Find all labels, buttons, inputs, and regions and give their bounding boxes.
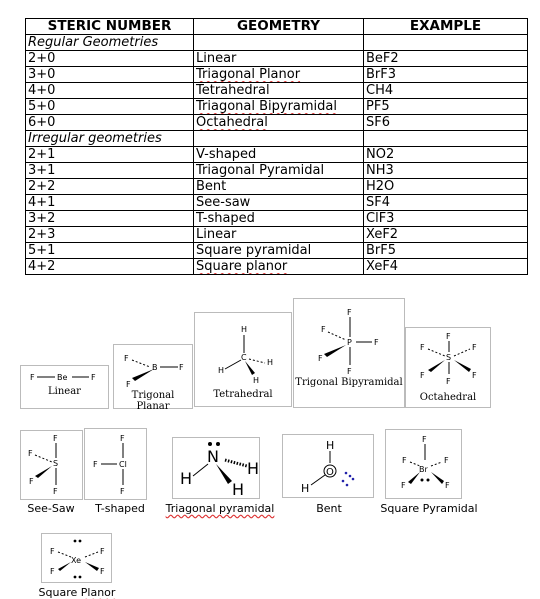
atom-label: N bbox=[207, 447, 219, 466]
octahedral-diagram bbox=[405, 327, 491, 408]
cell-geometry: Bent bbox=[194, 179, 364, 195]
atom-label: F bbox=[29, 477, 34, 486]
table-row bbox=[26, 163, 528, 179]
triagonal-pyramidal-diagram bbox=[172, 437, 260, 499]
atom-label: F bbox=[347, 367, 352, 376]
section-row-regular bbox=[26, 35, 528, 51]
cell-example: SF4 bbox=[364, 195, 528, 211]
cell-geometry: Linear bbox=[194, 227, 364, 243]
atom-label: F bbox=[318, 354, 323, 363]
atom-label: F bbox=[124, 354, 129, 363]
cell-example: SF6 bbox=[364, 115, 528, 131]
atom-label: O bbox=[326, 467, 334, 478]
atom-label: S bbox=[446, 353, 452, 362]
t-shaped-diagram bbox=[84, 428, 147, 500]
atom-label: H bbox=[247, 459, 260, 478]
atom-label: F bbox=[422, 435, 427, 444]
atom-label: F bbox=[53, 487, 58, 496]
cell-example: BrF5 bbox=[364, 243, 528, 259]
cell-steric-number: 3+2 bbox=[26, 211, 194, 227]
diagram-caption: Trigonal Planar bbox=[131, 390, 175, 412]
atom-label: F bbox=[126, 380, 131, 389]
atom-label: P bbox=[347, 338, 352, 347]
diagram-caption: T-shaped bbox=[95, 502, 145, 515]
atom-label: H bbox=[267, 358, 274, 367]
atom-label: H bbox=[301, 482, 310, 495]
cell-example: ClF3 bbox=[364, 211, 528, 227]
table-row bbox=[26, 195, 528, 211]
table-row bbox=[26, 211, 528, 227]
atom-label: H bbox=[253, 376, 260, 385]
cell-steric-number: 6+0 bbox=[26, 115, 194, 131]
cell-geometry: V-shaped bbox=[194, 147, 364, 163]
section-label-regular: Regular Geometries bbox=[26, 35, 194, 51]
linear-diagram bbox=[20, 365, 109, 409]
cell-steric-number: 4+1 bbox=[26, 195, 194, 211]
cell-geometry: Tetrahedral bbox=[194, 83, 364, 99]
caption-text: Triagonal pyramidal bbox=[165, 502, 275, 515]
cell-steric-number: 3+1 bbox=[26, 163, 194, 179]
caption-text: Planor bbox=[80, 586, 116, 599]
atom-label: F bbox=[445, 481, 450, 490]
atom-label: F bbox=[28, 449, 33, 458]
diagram-caption: Square Planor bbox=[38, 586, 116, 599]
table-row bbox=[26, 243, 528, 259]
cell-steric-number: 5+1 bbox=[26, 243, 194, 259]
cell-steric-number: 4+2 bbox=[26, 259, 194, 275]
cell-steric-number: 2+2 bbox=[26, 179, 194, 195]
table-row bbox=[26, 227, 528, 243]
atom-label: H bbox=[180, 469, 193, 488]
header-steric-number: STERIC NUMBER bbox=[26, 19, 194, 35]
diagram-caption: Tetrahedral bbox=[213, 389, 273, 400]
atom-label: F bbox=[446, 377, 451, 386]
atom-label: H bbox=[218, 366, 225, 375]
cell-geometry: See-saw bbox=[194, 195, 364, 211]
diagram-caption: See-Saw bbox=[27, 502, 75, 515]
atom-label: F bbox=[472, 343, 477, 352]
atom-label: F bbox=[402, 456, 407, 465]
cell-example: NH3 bbox=[364, 163, 528, 179]
cell-geometry bbox=[194, 67, 364, 83]
atom-label: F bbox=[347, 308, 352, 317]
trigonal-planar-diagram bbox=[113, 344, 193, 412]
table-row bbox=[26, 67, 528, 83]
atom-label: F bbox=[444, 456, 449, 465]
geometry-text: Triagonal Planor bbox=[196, 67, 301, 82]
cell-example: BrF3 bbox=[364, 67, 528, 83]
table-row bbox=[26, 51, 528, 67]
atom-label: F bbox=[321, 325, 326, 334]
cell-geometry bbox=[194, 259, 364, 275]
atom-label: H bbox=[241, 325, 248, 334]
table-row bbox=[26, 99, 528, 115]
cell-geometry bbox=[194, 115, 364, 131]
atom-label: H bbox=[326, 439, 335, 452]
square-planor-molecule-icon bbox=[42, 534, 113, 584]
cell-steric-number: 2+0 bbox=[26, 51, 194, 67]
section-row-irregular bbox=[26, 131, 528, 147]
cell-geometry bbox=[194, 99, 364, 115]
cell-example: XeF2 bbox=[364, 227, 528, 243]
atom-label: C bbox=[241, 353, 247, 362]
cell-geometry: Square pyramidal bbox=[194, 243, 364, 259]
table-header-row bbox=[26, 19, 528, 35]
geometry-text: Square planor bbox=[196, 259, 288, 274]
cell-example: XeF4 bbox=[364, 259, 528, 275]
atom-label: B bbox=[152, 363, 158, 372]
cell-example: PF5 bbox=[364, 99, 528, 115]
diagram-caption bbox=[160, 502, 280, 515]
triagonal-pyramidal-molecule-icon bbox=[173, 438, 261, 500]
atom-label: F bbox=[50, 547, 55, 556]
bent-diagram bbox=[282, 434, 374, 498]
atom-label: F bbox=[91, 373, 96, 382]
atom-label: Xe bbox=[71, 556, 82, 565]
cell-example: H2O bbox=[364, 179, 528, 195]
diagram-caption: Trigonal Bipyramidal bbox=[295, 377, 403, 388]
atom-label: F bbox=[50, 567, 55, 576]
cell-geometry: Triagonal Pyramidal bbox=[194, 163, 364, 179]
see-saw-diagram bbox=[20, 430, 83, 500]
diagram-caption: Bent bbox=[316, 502, 342, 515]
table-row bbox=[26, 179, 528, 195]
atom-label: F bbox=[179, 363, 184, 372]
atom-label: F bbox=[100, 567, 105, 576]
atom-label: F bbox=[53, 434, 58, 443]
diagram-caption: Octahedral bbox=[419, 392, 477, 403]
table-row bbox=[26, 259, 528, 275]
diagram-caption: Square Pyramidal bbox=[380, 502, 478, 515]
diagram-caption: Linear bbox=[48, 386, 81, 397]
atom-label: F bbox=[420, 371, 425, 380]
bent-molecule-icon bbox=[283, 435, 375, 499]
cell-example: BeF2 bbox=[364, 51, 528, 67]
see-saw-molecule-icon bbox=[21, 431, 84, 501]
atom-label: Br bbox=[419, 465, 428, 474]
atom-label: F bbox=[374, 338, 379, 347]
cell-example: CH4 bbox=[364, 83, 528, 99]
table-row bbox=[26, 147, 528, 163]
atom-label: F bbox=[100, 547, 105, 556]
atom-label: H bbox=[232, 480, 245, 499]
header-example: EXAMPLE bbox=[364, 19, 528, 35]
atom-label: F bbox=[472, 371, 477, 380]
square-planor-diagram bbox=[41, 533, 112, 583]
atom-label: Cl bbox=[119, 460, 127, 469]
atom-label: F bbox=[120, 487, 125, 496]
cell-steric-number: 3+0 bbox=[26, 67, 194, 83]
header-geometry: GEOMETRY bbox=[194, 19, 364, 35]
atom-label: Be bbox=[57, 373, 68, 382]
t-shaped-molecule-icon bbox=[85, 429, 148, 501]
atom-label: S bbox=[53, 459, 59, 468]
cell-steric-number: 2+3 bbox=[26, 227, 194, 243]
atom-label: F bbox=[446, 332, 451, 341]
geometry-text: Octahedral bbox=[196, 115, 268, 130]
steric-geometry-table bbox=[25, 18, 528, 275]
atom-label: F bbox=[120, 434, 125, 443]
tetrahedral-diagram bbox=[194, 312, 292, 407]
geometry-text: Triagonal Bipyramidal bbox=[196, 99, 338, 114]
cell-example: NO2 bbox=[364, 147, 528, 163]
section-label-irregular: Irregular geometries bbox=[26, 131, 194, 147]
trigonal-bipyramidal-molecule-icon bbox=[294, 299, 406, 409]
cell-geometry: T-shaped bbox=[194, 211, 364, 227]
square-pyramidal-molecule-icon bbox=[386, 430, 463, 500]
atom-label: F bbox=[93, 460, 98, 469]
atom-label: F bbox=[401, 481, 406, 490]
cell-steric-number: 4+0 bbox=[26, 83, 194, 99]
trigonal-bipyramidal-diagram bbox=[293, 298, 405, 408]
table-row bbox=[26, 83, 528, 99]
table-row bbox=[26, 115, 528, 131]
cell-steric-number: 5+0 bbox=[26, 99, 194, 115]
cell-steric-number: 2+1 bbox=[26, 147, 194, 163]
atom-label: F bbox=[30, 373, 35, 382]
cell-geometry: Linear bbox=[194, 51, 364, 67]
square-pyramidal-diagram bbox=[385, 429, 462, 499]
atom-label: F bbox=[420, 343, 425, 352]
